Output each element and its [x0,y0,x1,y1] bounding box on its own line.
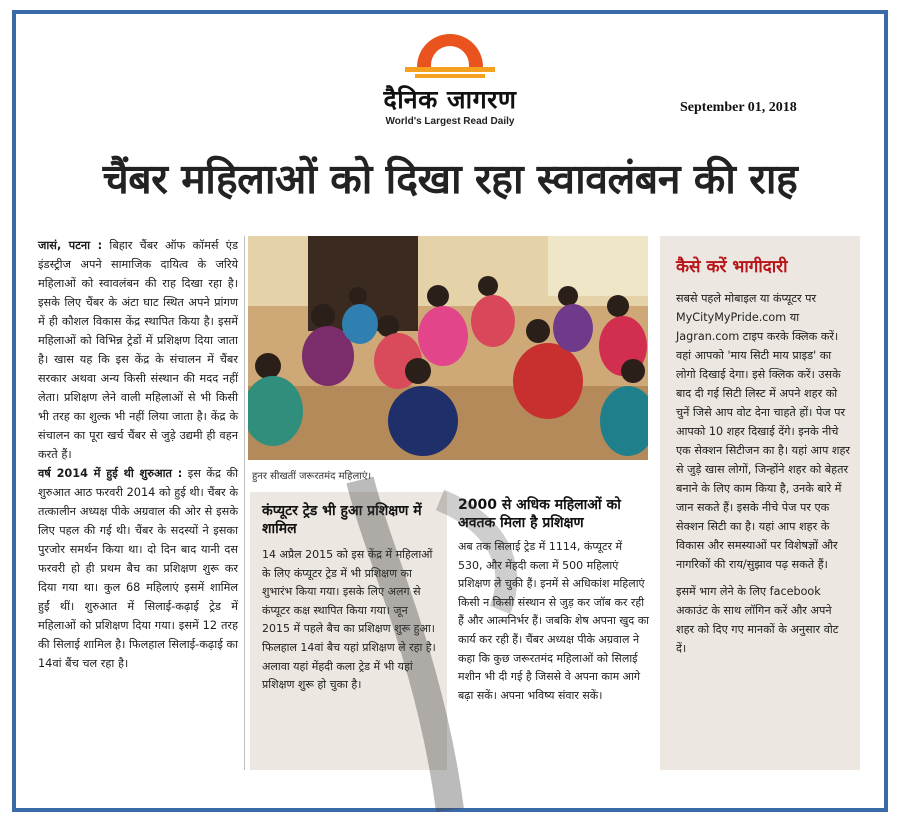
sun-logo-icon [417,34,483,67]
article-paragraph-2: इस केंद्र की शुरुआत आठ फरवरी 2014 को हुई थी। चैंबर के तत्कालीन अध्यक्ष पीके अग्रवाल की ओर से इसके लिए पहल की गई थी। चैंबर के सदस्यों ने इसका पुरजोर समर्थन किया था। दो दिन बाद यानी दस फरवरी हो ही प्रथम बैच का प्रशिक्षण शुरू कर दिया गया था। कुल 68 महिलाएं इसमें शामिल हुईं थीं। शुरुआत में सिलाई-कढ़ाई ट्रेड में महिलाओं को प्रशिक्षण दिया गया। इसमें 12 तरह की सिलाई शामिल है। फिलहाल सिलाई-कढ़ाई का 14वां बैंच चल रहा है। [38,467,238,670]
trained-women-title: 2000 से अधिक महिलाओं को अवतक मिला है प्रशिक्षण [458,497,621,531]
masthead-tagline: World's Largest Read Daily [385,116,515,127]
masthead-name: दैनिक जागरण [383,85,517,114]
computer-trade-title: कंप्यूटर ट्रेड भी हुआ प्रशिक्षण में शामिल [262,503,422,537]
photo-caption: हुनर सीखतीं जरूरतमंद महिलाएं। [252,471,372,482]
sidebar-paragraph-2: इसमें भाग लेने के लिए facebook अकाउंट के साथ लॉगिन करें और अपने शहर को दिए गए मानकों के अनुसार वोट दें। [676,585,839,655]
article-paragraph-1: बिहार चैंबर ऑफ कॉमर्स एंड इंडस्ट्रीज अपने सामाजिक दायित्व के जरिये महिलाओं को स्वावलंबन की राह दिखा रहा है। इसके लिए चैंबर के अंटा घाट स्थित अपने प्रांगण में ही कौशल विकास केंद्र स्थापित किया है। इसमें महिलाओं को विभिन्न ट्रेडों में प्रशिक्षण दिया जाता है। खास यह कि इस केंद्र के संचालन में चैंबर सरकार अथवा अन्य किसी संस्थान की मदद नहीं लेता। प्रशिक्षण लेने वाली महिलाओं से भी किसी भी तरह का शुल्क भी नहीं लिया जाता है। केंद्र के संचालन का पूरा खर्च चैंबर से जुड़े उद्यमी ही वहन करते हैं। [38,239,238,461]
computer-trade-box [250,492,447,770]
sidebar-paragraph-1: सबसे पहले मोबाइल या कंप्यूटर पर MyCityMyPride.com या Jagran.com टाइप करके क्लिक करें। वहां आपको 'माय सिटी माय प्राइड' का लोगो दिखाई देगा। इसे क्लिक करें। उसके बाद दी गई सिटी लिस्ट में अपने शहर को चुनें जिसे आप वोट देना चाहते हों। पेज पर आपको 10 शहर दिखाई देंगे। इनके नीचे एक सेक्शन सिटीजन का है। यहां आप शहर से जुड़े खास लोगों, जिन्होंने शहर को बेहतर बनाने के लिए काम किया है, उनके बारे में जान सकते हैं। इसके नीचे पेज पर एक सेक्शन सिटी का है। यहां आप शहर के विकास और समस्याओं पर विशेषज्ञों और नागरिकों की राय/सुझाव पढ़ सकते हैं। [676,292,850,571]
women-sewing-photo [248,236,648,460]
trained-women-box [452,492,652,770]
publication-date: September 01, 2018 [680,100,797,115]
computer-trade-body: 14 अप्रैल 2015 को इस केंद्र में महिलाओं के लिए कंप्यूटर ट्रेड में भी प्रशिक्षण का शुभारंभ किया गया। इसके लिए अलग से कंप्यूटर कक्ष स्थापित किया गया। जून 2015 में पहले बैच का प्रशिक्षण शुरू हुआ। फिलहाल 14वां बैच यहां प्रशिक्षण ले रहा है। अलावा यहां मेंहदी कला ट्रेड में भी यहां प्रशिक्षण शुरू हो चुका है। [262,548,436,692]
article-left-column [38,236,238,673]
article-photo [248,236,648,460]
article-subhead: वर्ष 2014 में हुई थी शुरुआत : [38,467,183,480]
sidebar-title: कैसे करें भागीदारी [676,257,788,277]
dateline: जासं, पटना : [38,239,103,252]
column-divider [244,236,245,770]
page-title: चैंबर महिलाओं को दिखा रहा स्वावलंबन की राह [102,155,798,203]
trained-women-body: अब तक सिलाई ट्रेड में 1114, कंप्यूटर में 530, और मेंहदी कला में 500 महिलाएं प्रशिक्षण ले चुकी हैं। इनमें से अधिकांश महिलाएं किसी न किसी संस्थान से जुड़ कर जॉब कर रही हैं और आत्मनिर्भर हैं। जबकि शेष अपना खुद का कार्य कर रही हैं। चैंबर अध्यक्ष पीके अग्रवाल ने कहा कि कुछ जरूरतमंद महिलाओं को सिलाई मशीन भी दी गई है जिससे वे अपना काम आगे बढ़ा सकें। अपना भविष्य संवार सकें। [458,540,649,702]
participation-sidebar [660,236,860,770]
masthead-logo [375,34,525,134]
